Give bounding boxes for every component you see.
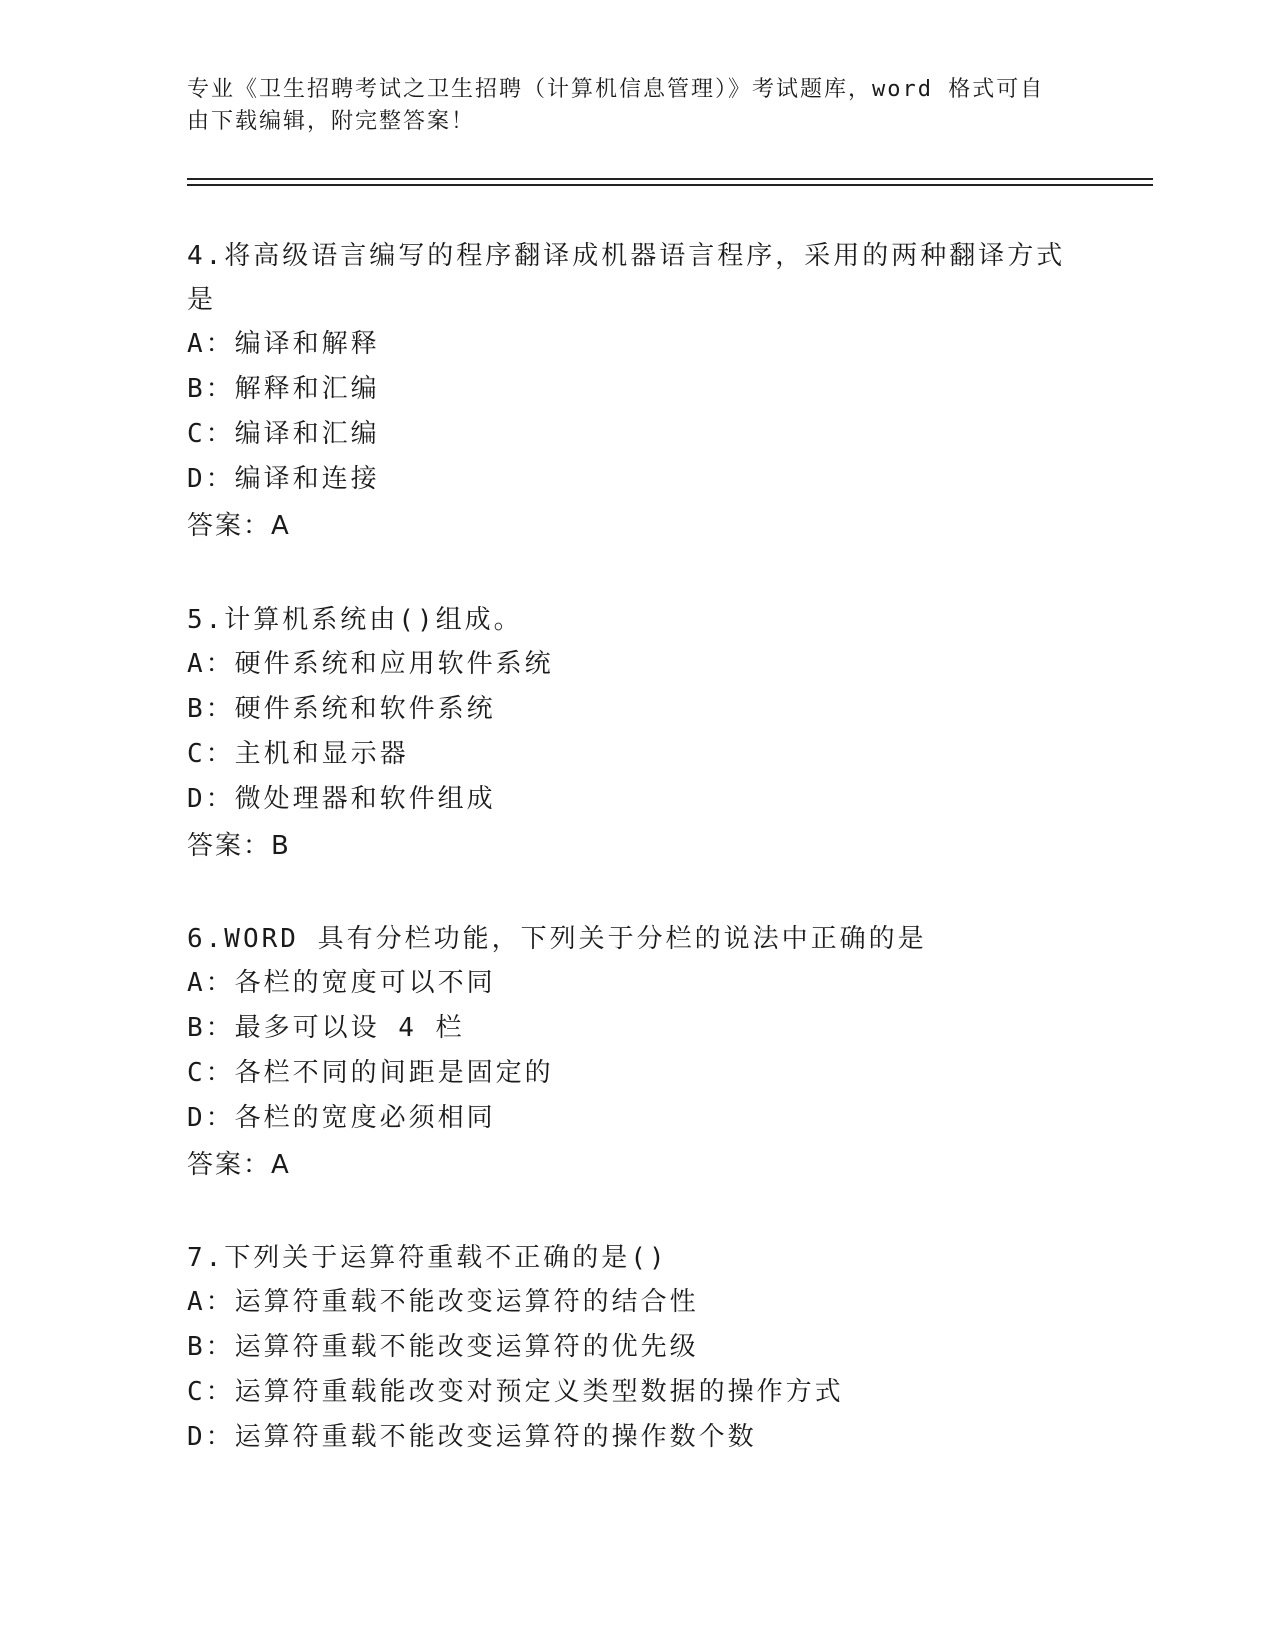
question-6 xyxy=(187,917,1087,1188)
option-c: C：主机和显示器 xyxy=(187,739,409,769)
document-header xyxy=(187,74,1067,138)
option-a: A：编译和解释 xyxy=(187,329,380,359)
question-7 xyxy=(187,1236,1087,1460)
question-5 xyxy=(187,598,1087,869)
header-line-2: 由下载编辑，附完整答案！ xyxy=(187,109,476,134)
answer: 答案：A xyxy=(187,1150,291,1180)
question-title: 4.将高级语言编写的程序翻译成机器语言程序，采用的两种翻译方式是 xyxy=(187,241,1066,315)
option-a: A：运算符重载不能改变运算符的结合性 xyxy=(187,1287,699,1317)
header-line-1: 专业《卫生招聘考试之卫生招聘（计算机信息管理）》考试题库，word 格式可自 xyxy=(187,77,1045,102)
question-title: 6.WORD 具有分栏功能，下列关于分栏的说法中正确的是 xyxy=(187,924,927,954)
question-title: 7.下列关于运算符重载不正确的是() xyxy=(187,1243,668,1273)
option-b: B：硬件系统和软件系统 xyxy=(187,694,496,724)
option-c: C：编译和汇编 xyxy=(187,419,380,449)
option-d: D：微处理器和软件组成 xyxy=(187,784,496,814)
option-c: C：各栏不同的间距是固定的 xyxy=(187,1058,554,1088)
option-d: D：各栏的宽度必须相同 xyxy=(187,1103,496,1133)
option-b: B：运算符重载不能改变运算符的优先级 xyxy=(187,1332,699,1362)
question-title: 5.计算机系统由()组成。 xyxy=(187,605,523,635)
option-d: D：编译和连接 xyxy=(187,464,380,494)
question-4 xyxy=(187,234,1087,549)
answer: 答案：B xyxy=(187,831,291,861)
header-divider-bottom xyxy=(187,184,1153,186)
option-c: C：运算符重载能改变对预定义类型数据的操作方式 xyxy=(187,1377,844,1407)
option-b: B：解释和汇编 xyxy=(187,374,380,404)
header-divider-top xyxy=(187,178,1153,180)
option-d: D：运算符重载不能改变运算符的操作数个数 xyxy=(187,1422,757,1452)
option-b: B：最多可以设 4 栏 xyxy=(187,1013,465,1043)
option-a: A：硬件系统和应用软件系统 xyxy=(187,649,554,679)
answer: 答案：A xyxy=(187,511,291,541)
option-a: A：各栏的宽度可以不同 xyxy=(187,968,496,998)
